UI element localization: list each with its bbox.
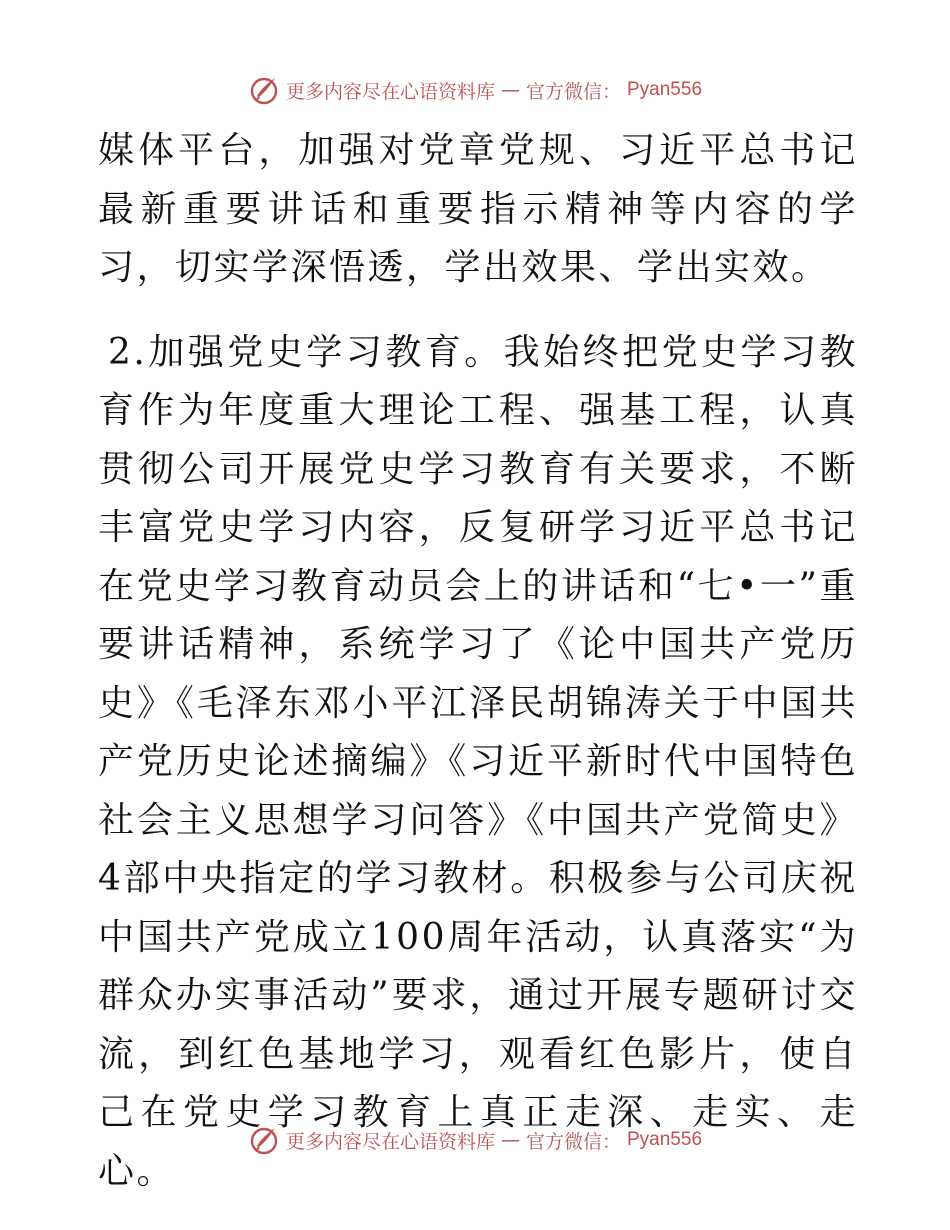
- watermark-wechat-label: 官方微信：: [525, 80, 621, 103]
- watermark-wechat-id: Pyan556: [627, 79, 703, 100]
- watermark-text: 更多内容尽在心语资料库: [285, 1130, 495, 1153]
- header-watermark: [0, 74, 950, 106]
- paragraph-1: 媒体平台，加强对党章党规、习近平总书记最新重要讲话和重要指示精神等内容的学习，切实学深悟透，学出效果、学出实效。: [98, 130, 858, 288]
- watermark-text: 更多内容尽在心语资料库: [285, 80, 495, 103]
- footer-watermark: [0, 1124, 950, 1156]
- watermark-separator: —: [500, 79, 520, 101]
- quill-seal-icon: [248, 74, 280, 106]
- paragraph-2: 2.加强党史学习教育。我始终把党史学习教育作为年度重大理论工程、强基工程，认真贯彻公司开展党史学习教育有关要求，不断丰富党史学习内容，反复研学习近平总书记在党史学习教育动员会上的讲话和“七•一”重要讲话精神，系统学习了《论中国共产党历史》《毛泽东邓小平江泽民胡锦涛关于中国共产党历史论述摘编》《习近平新时代中国特色社会主义思想学习问答》《中国共产党简史》4部中央指定的学习教材。积极参与公司庆祝中国共产党成立100周年活动，认真落实“为群众办实事活动”要求，通过开展专题研讨交流，到红色基地学习，观看红色影片，使自己在党史学习教育上真正走深、走实、走心。: [98, 331, 858, 1192]
- watermark-wechat-id: Pyan556: [627, 1129, 703, 1150]
- watermark-separator: —: [500, 1129, 520, 1151]
- document-body: [98, 122, 858, 1201]
- quill-seal-icon: [248, 1124, 280, 1156]
- watermark-wechat-label: 官方微信：: [525, 1130, 621, 1153]
